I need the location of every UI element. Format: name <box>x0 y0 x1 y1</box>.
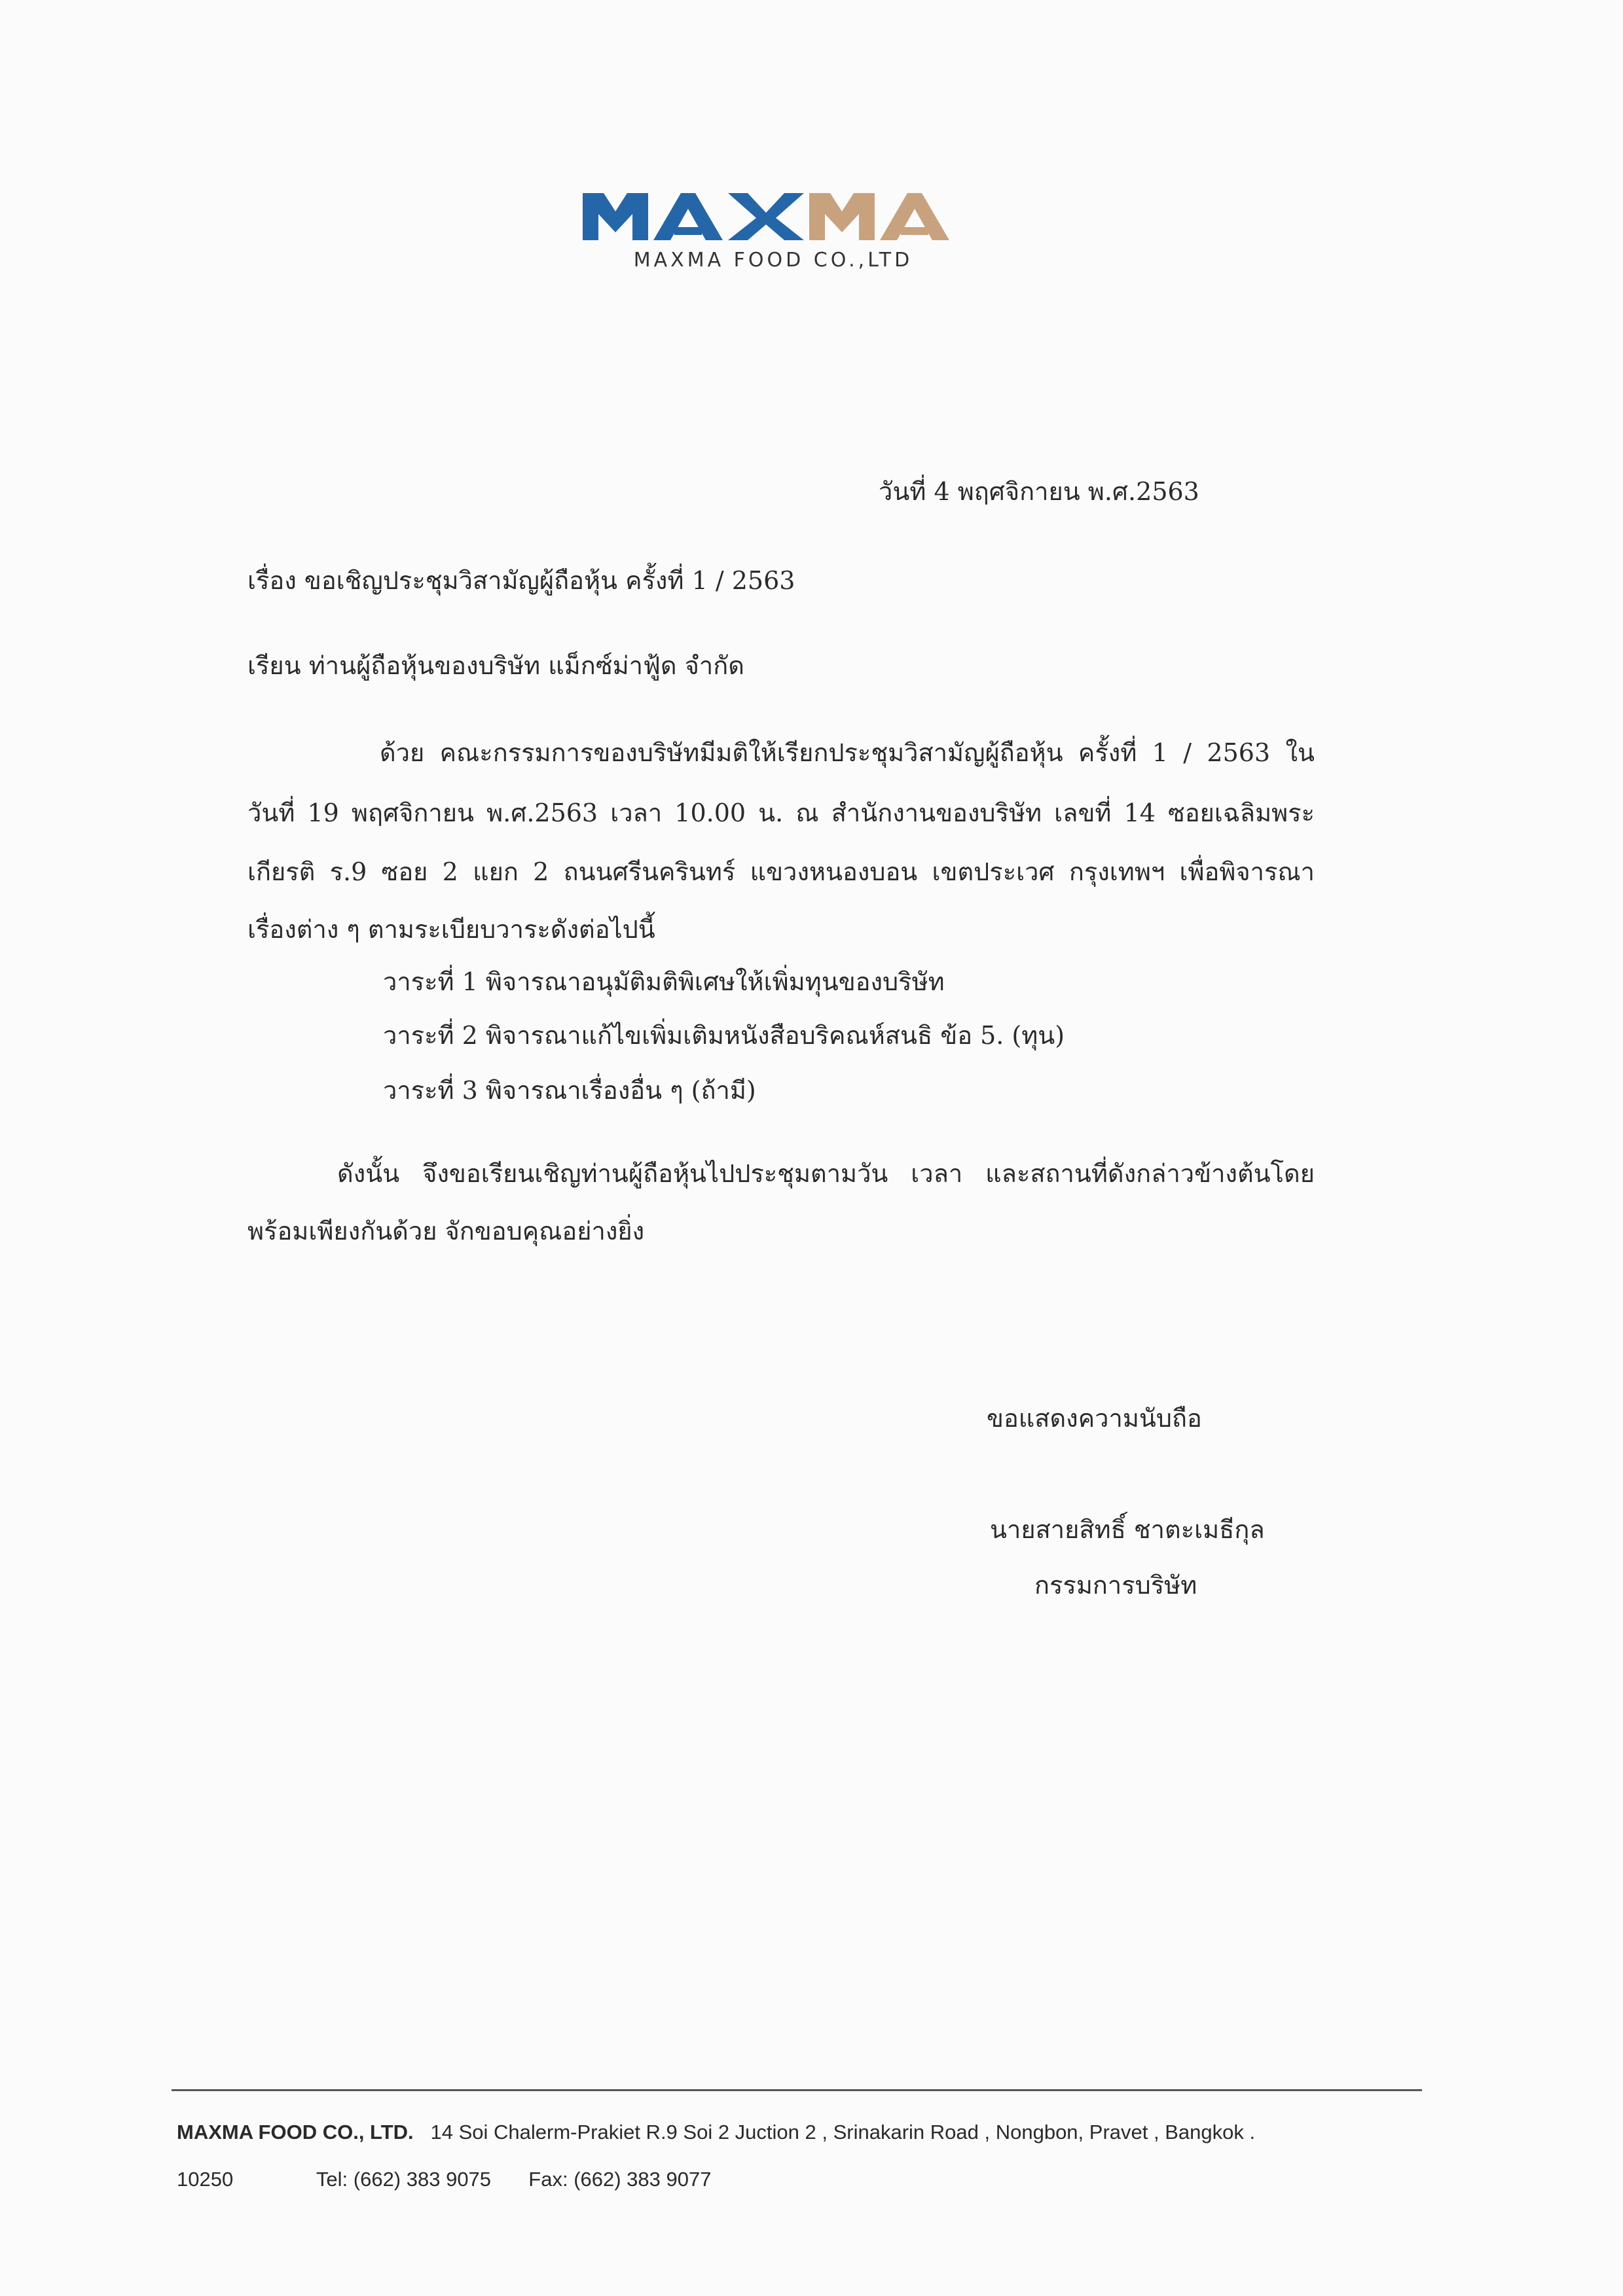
signer-name: นายสายสิทธิ์ ชาตะเมธีกุล <box>990 1515 1265 1544</box>
footer-fax: Fax: (662) 383 9077 <box>528 2168 712 2191</box>
agenda-item-1: วาระที่ 1 พิจารณาอนุมัติมติพิเศษให้เพิ่มทุนของบริษัท <box>383 967 945 996</box>
footer-company: MAXMA FOOD CO., LTD. <box>177 2121 414 2144</box>
footer-postcode: 10250 <box>177 2168 234 2191</box>
company-logo <box>576 187 969 272</box>
footer-address: 14 Soi Chalerm-Prakiet R.9 Soi 2 Juction 2 , Srinakarin Road , Nongbon, Pravet , Bangkok . <box>430 2121 1256 2144</box>
body-line-1: ด้วย คณะกรรมการของบริษัทมีมติให้เรียกประชุมวิสามัญผู้ถือหุ้น ครั้งที่ 1 / 2563 ใน <box>380 738 1315 767</box>
footer-tel: Tel: (662) 383 9075 <box>316 2168 492 2191</box>
agenda-item-2: วาระที่ 2 พิจารณาแก้ไขเพิ่มเติมหนังสือบริคณห์สนธิ ข้อ 5. (ทุน) <box>383 1021 1065 1050</box>
letter-salutation: เรียน ท่านผู้ถือหุ้นของบริษัท แม็กซ์ม่าฟู้ด จำกัด <box>247 651 744 680</box>
closing-regards: ขอแสดงความนับถือ <box>987 1404 1202 1433</box>
letter-subject: เรื่อง ขอเชิญประชุมวิสามัญผู้ถือหุ้น ครั้งที่ 1 / 2563 <box>247 566 795 595</box>
body-line-2: วันที่ 19 พฤศจิกายน พ.ศ.2563 เวลา 10.00 น. ณ สำนักงานของบริษัท เลขที่ 14 ซอยเฉลิมพระ <box>247 798 1315 827</box>
footer-divider <box>172 2089 1422 2091</box>
agenda-item-3: วาระที่ 3 พิจารณาเรื่องอื่น ๆ (ถ้ามี) <box>383 1076 756 1105</box>
maxma-logo-mark <box>576 187 969 249</box>
signer-title: กรรมการบริษัท <box>1034 1571 1197 1600</box>
footer-address-line <box>177 2121 1255 2144</box>
letter-date: วันที่ 4 พฤศจิกายน พ.ศ.2563 <box>879 477 1199 506</box>
company-subtitle: MAXMA FOOD CO.,LTD <box>633 249 913 272</box>
body-line-3: เกียรติ ร.9 ซอย 2 แยก 2 ถนนศรีนครินทร์ แขวงหนองบอน เขตประเวศ กรุงเทพฯ เพื่อพิจารณา <box>247 857 1315 886</box>
footer-contact-line <box>177 2168 711 2191</box>
closing-line-2: พร้อมเพียงกันด้วย จักขอบคุณอย่างยิ่ง <box>247 1217 645 1246</box>
body-line-4: เรื่องต่าง ๆ ตามระเบียบวาระดังต่อไปนี้ <box>247 915 655 944</box>
closing-line-1: ดังนั้น จึงขอเรียนเชิญท่านผู้ถือหุ้นไปประชุมตามวัน เวลา และสถานที่ดังกล่าวข้างต้นโดย <box>337 1159 1315 1188</box>
